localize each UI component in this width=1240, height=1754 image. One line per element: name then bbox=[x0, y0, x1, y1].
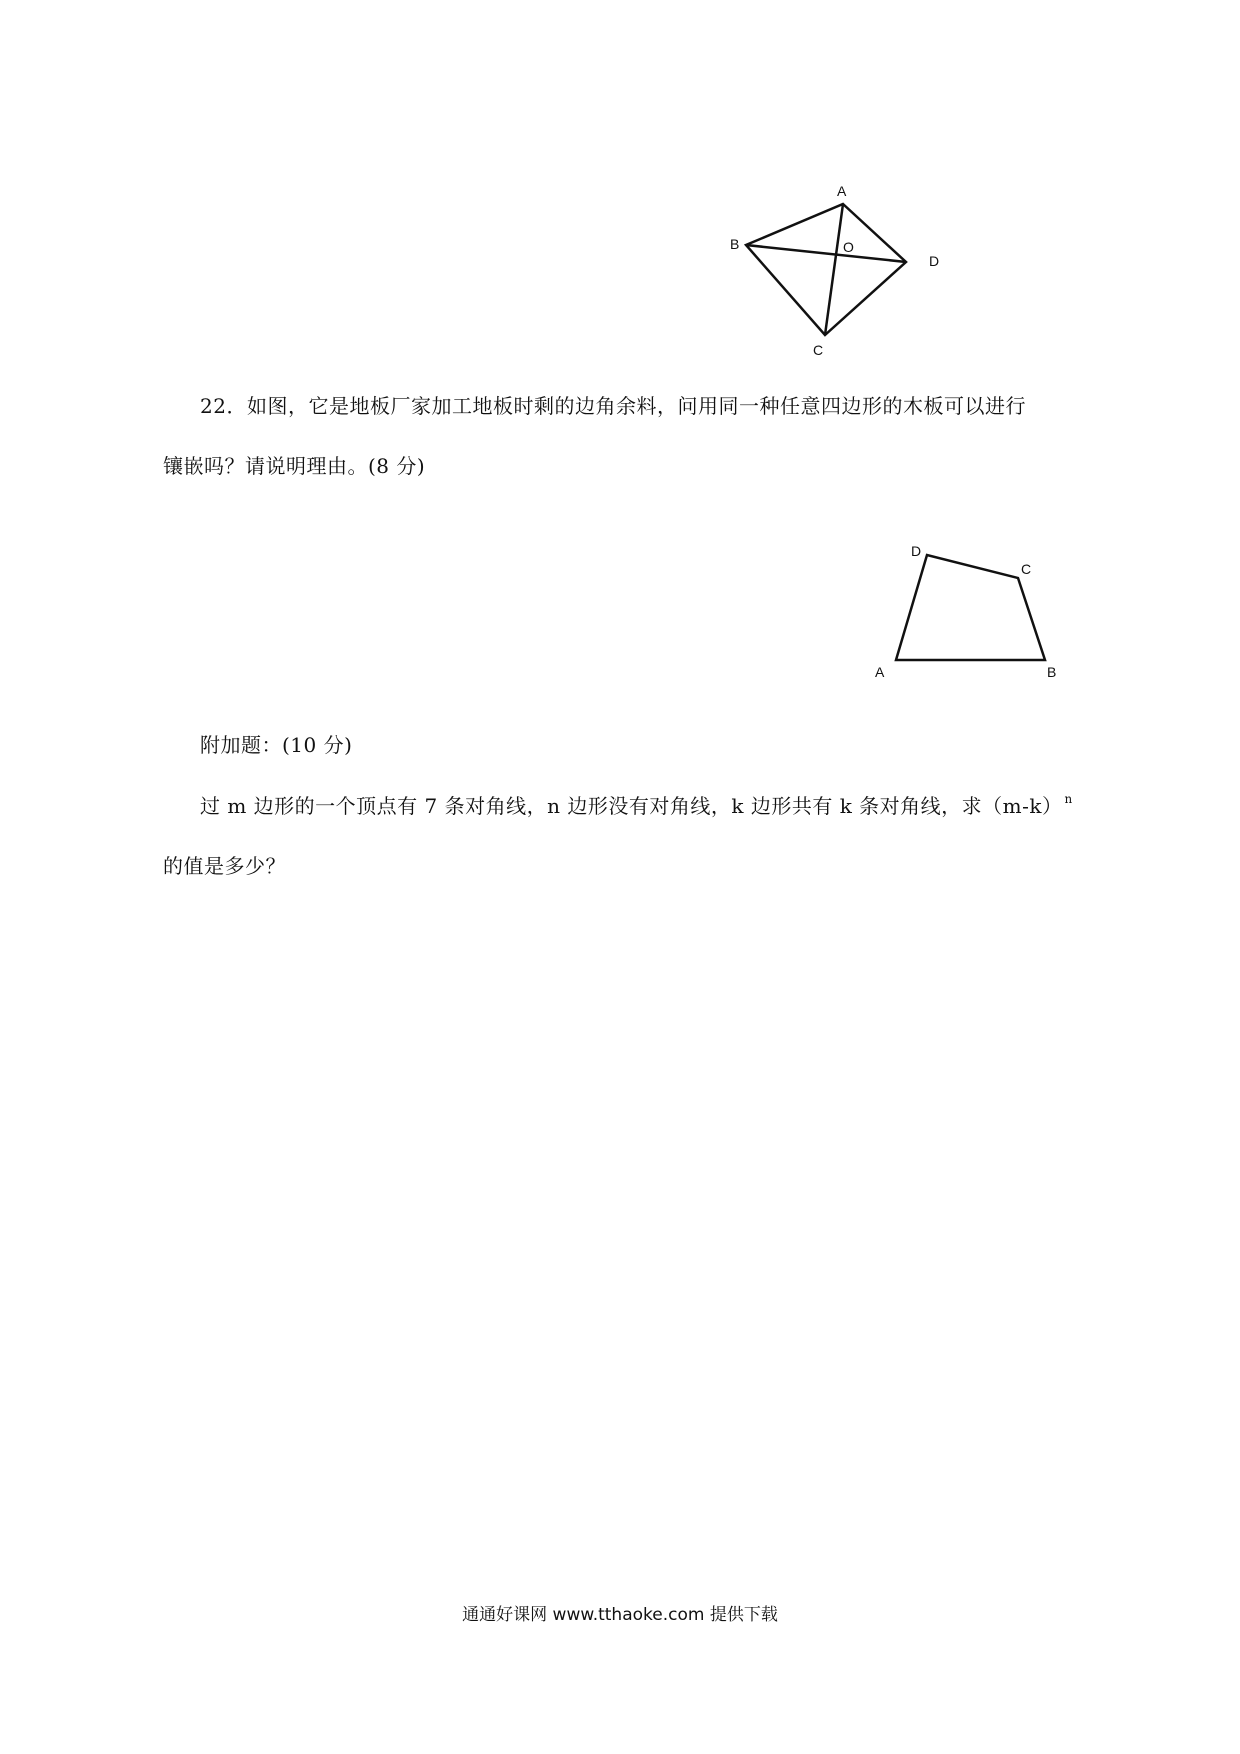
label-c: C bbox=[813, 342, 824, 358]
quadrilateral-abdc bbox=[746, 204, 906, 335]
bonus-title: 附加题：(10 分) bbox=[200, 733, 353, 757]
page-footer: 通通好课网 www.tthaoke.com 提供下载 bbox=[462, 1605, 778, 1625]
label-b: B bbox=[730, 236, 740, 252]
label-d: D bbox=[929, 253, 940, 269]
label-a: A bbox=[837, 183, 847, 199]
bonus-line-1 bbox=[200, 793, 1073, 822]
figure-quadrilateral-diagonals bbox=[700, 175, 960, 365]
bonus-line-2: 的值是多少？ bbox=[163, 854, 286, 878]
label-b: B bbox=[1047, 664, 1057, 680]
question-22-line-2: 镶嵌吗？请说明理由。(8 分) bbox=[163, 454, 426, 478]
bonus-exponent: n bbox=[1064, 792, 1073, 806]
label-o: O bbox=[843, 239, 854, 255]
diagonal-ac bbox=[825, 204, 843, 335]
figure-1-svg bbox=[700, 175, 960, 365]
figure-2-svg bbox=[860, 535, 1060, 685]
label-c: C bbox=[1021, 561, 1032, 577]
figure-quadrilateral-abcd bbox=[860, 535, 1060, 685]
label-a: A bbox=[875, 664, 885, 680]
label-d: D bbox=[911, 543, 922, 559]
bonus-text: 过 m 边形的一个顶点有 7 条对角线，n 边形没有对角线，k 边形共有 k 条对角线，求（m-k） bbox=[200, 794, 1063, 818]
diagonal-bd bbox=[746, 245, 906, 262]
question-22-line-1: 22．如图，它是地板厂家加工地板时剩的边角余料，问用同一种任意四边形的木板可以进行 bbox=[200, 394, 1026, 418]
